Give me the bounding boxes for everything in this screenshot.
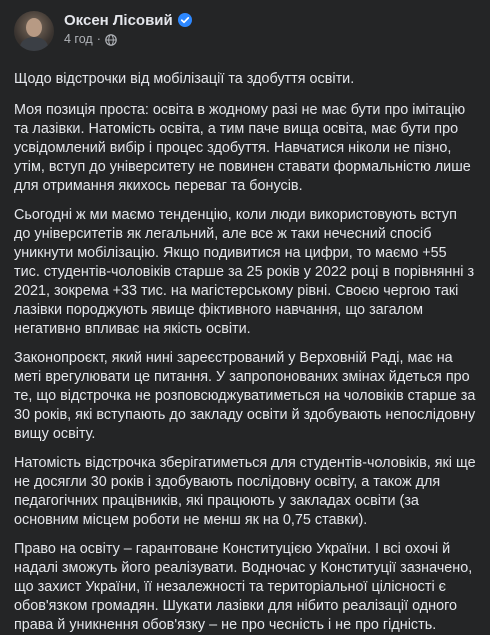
author-avatar[interactable] <box>14 11 54 51</box>
author-name[interactable]: Оксен Лісовий <box>64 11 173 29</box>
verified-badge-icon <box>178 13 192 27</box>
post-header <box>14 10 476 56</box>
post-paragraph: Сьогодні ж ми маємо тенденцію, коли люди використовують вступ до університетів як легальний, але все ж таки нечесний спосіб уникнути мобілізацію. Якщо подивитися на цифри, то маємо +55 тис. студентів-чоловіків старше за 25 років у 2022 році в порівнянні з 2021, зокрема +33 тис. на магістерському рівні. Своєю чергою такі лазівки породжують явище фіктивного навчання, що загалом негативно впливає на якість освіти. <box>14 207 475 337</box>
author-name-row <box>64 10 192 30</box>
post-paragraph: Натомість відстрочка зберігатиметься для студентів-чоловіків, які ще не досягли 30 років і здобувають послідовну освіту, а також для педагогічних працівників, які працюють у закладах освіти (за основним місцем роботи не менш як на 0,75 ставки). <box>14 455 476 528</box>
post-time-row <box>64 31 192 47</box>
post-body <box>14 70 476 635</box>
post-timestamp[interactable]: 4 год <box>64 32 93 46</box>
globe-icon[interactable] <box>105 33 117 45</box>
post-paragraph: Щодо відстрочки від мобілізації та здобуття освіти. <box>14 71 355 87</box>
post-meta <box>64 10 192 47</box>
post-paragraph: Законопроєкт, який нині зареєстрований у Верховній Раді, має на меті врегулювати це питання. У запропонованих змінах йдеться про те, що відстрочка не розповсюджуватиметься на чоловіків старше за 30 років, які вступають до закладу освіти й здобувають непослідовну вищу освіту. <box>14 350 476 442</box>
meta-separator: · <box>96 32 101 46</box>
post-paragraph: Моя позиція проста: освіта в жодному разі не має бути про імітацію та лазівки. Натомість освіта, а тим паче вища освіта, має бути про усвідомлений вибір і процес здобуття. Навчатися ніколи не пізно, утім, вступ до університету не повинен ставати формальністю лише для отримання якихось переваг та бонусів. <box>14 102 471 194</box>
post-paragraph: Право на освіту – гарантоване Конституцією України. І всі охочі й надалі зможуть його реалізувати. Водночас у Конституції зазначено, що захист України, її незалежності та територіальної цілісності є обов'язком громадян. Шукати лазівки для нібито реалізації одного права й уникнення обов'язку – не про чесність і не про гідність. <box>14 541 473 633</box>
